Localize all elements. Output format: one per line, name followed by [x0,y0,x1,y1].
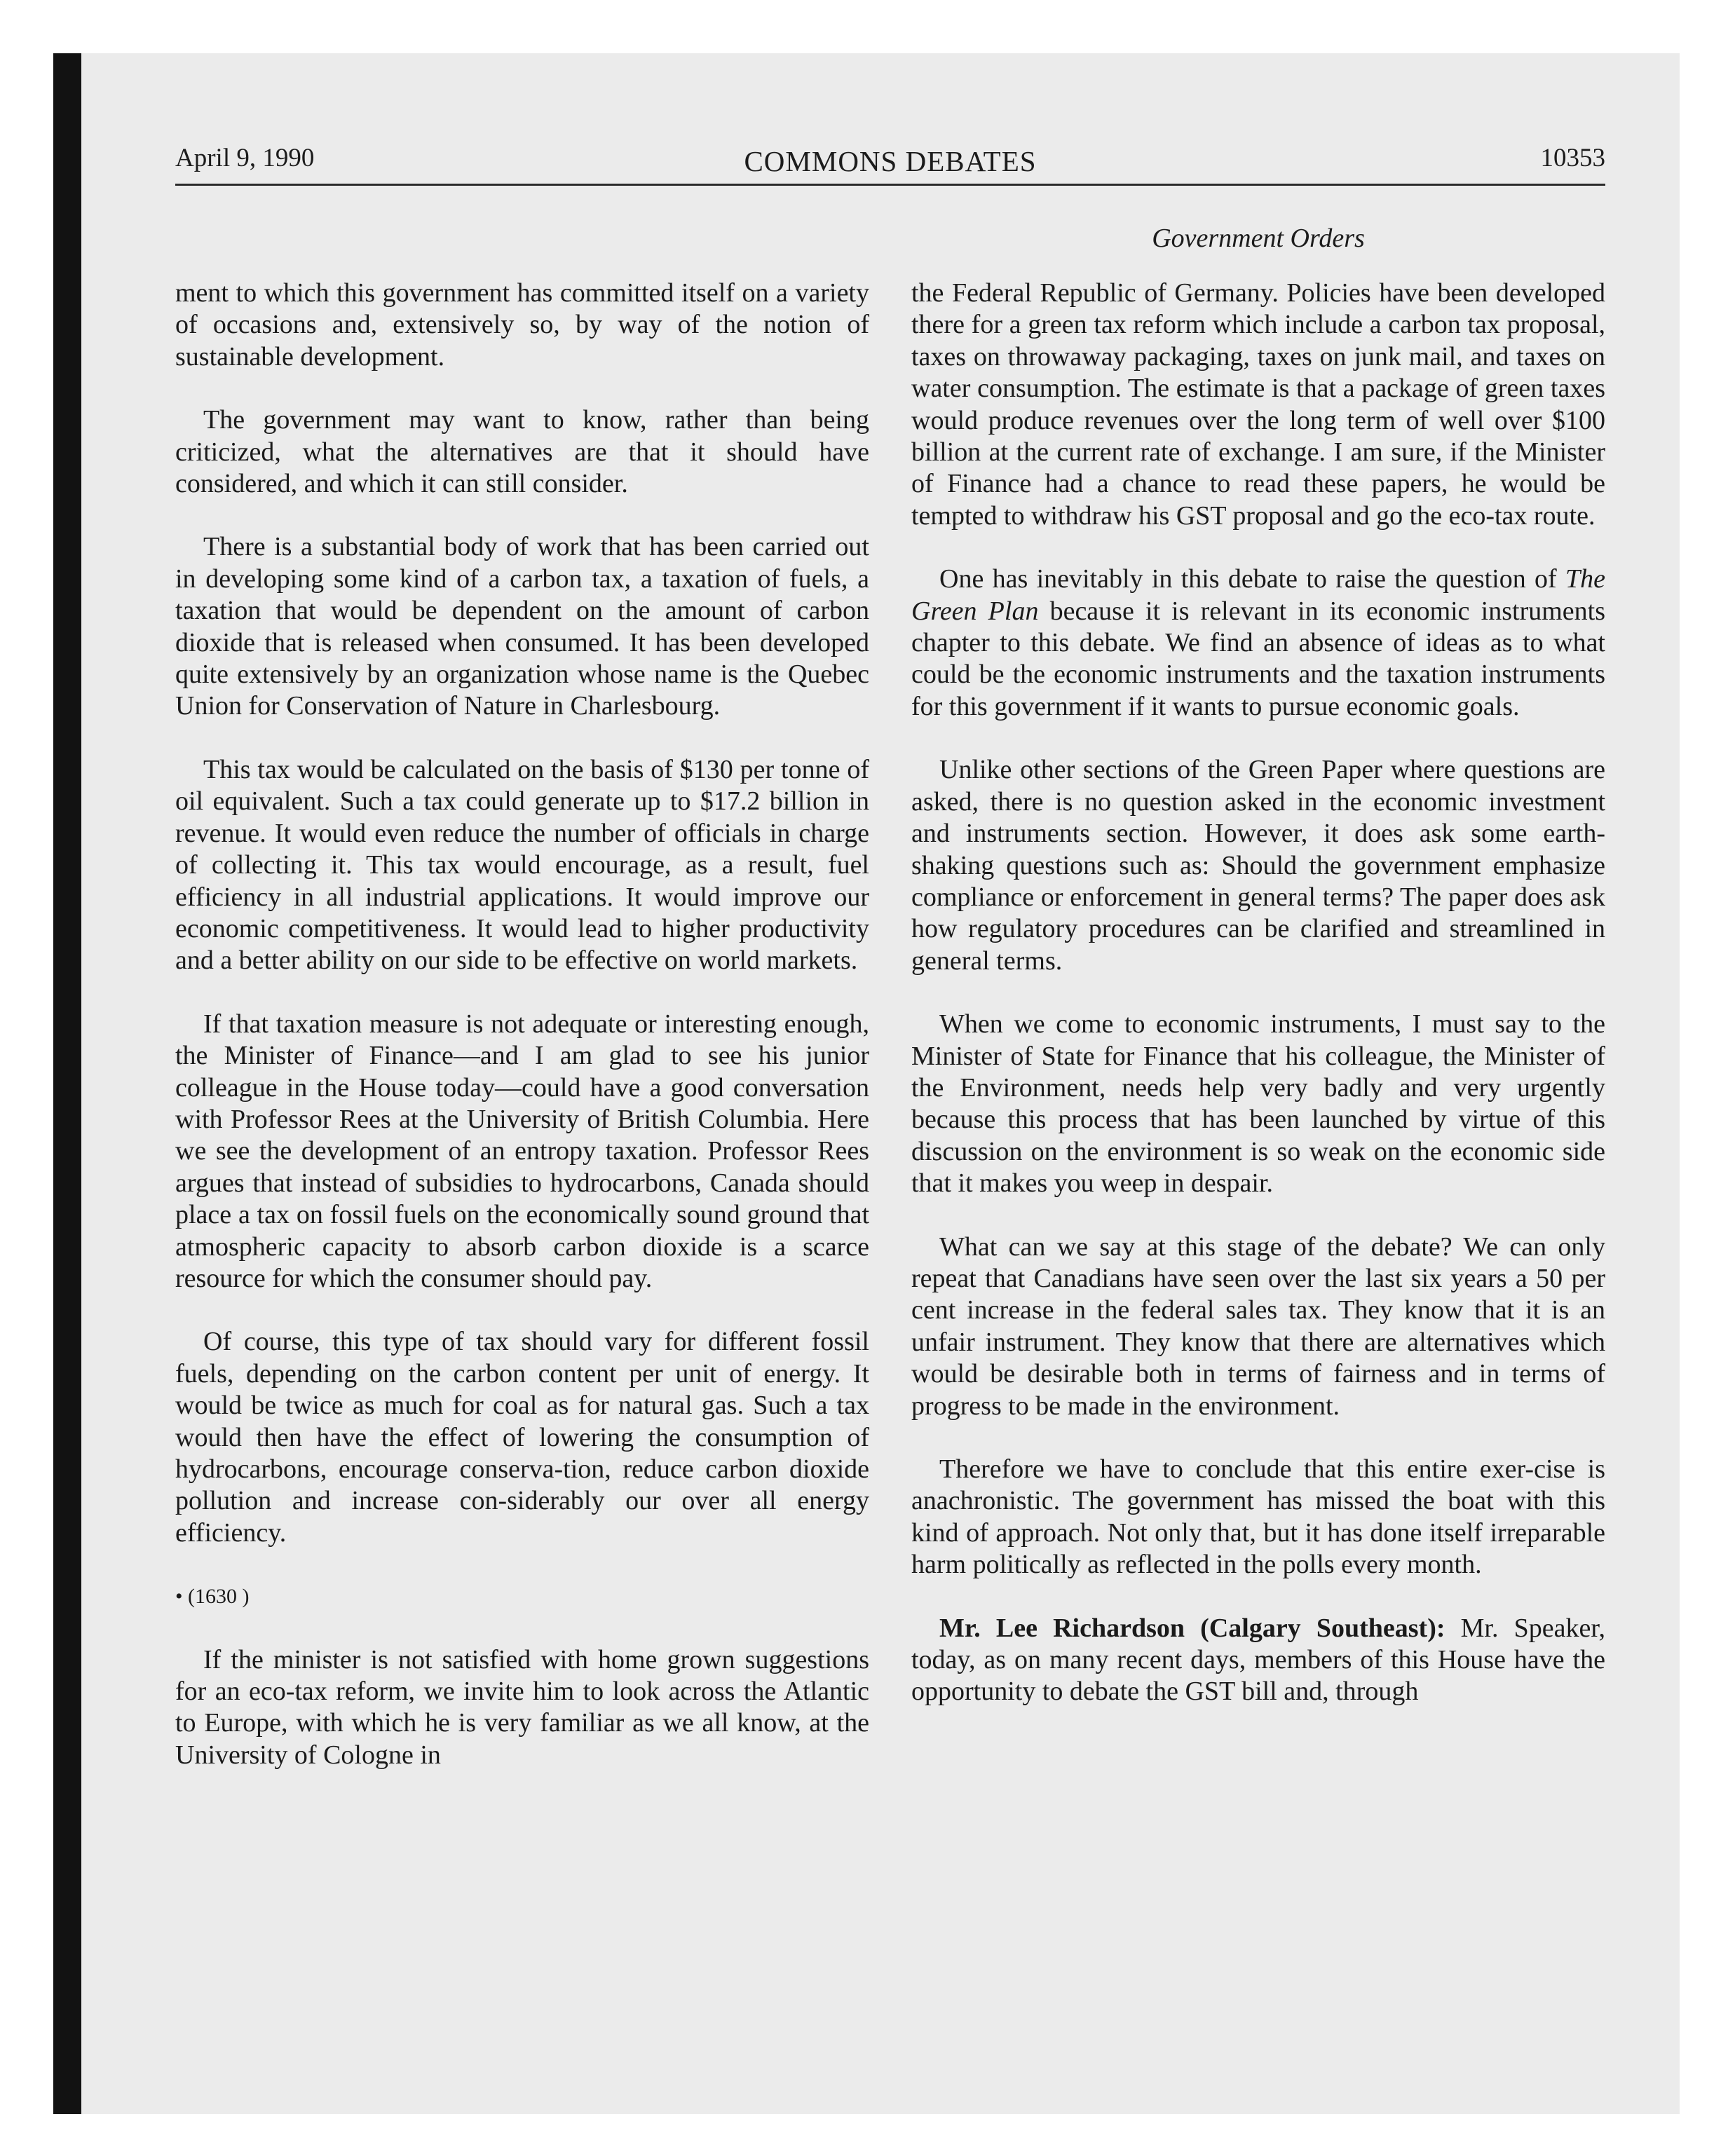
time-marker-text: (1630 ) [188,1585,250,1609]
paragraph: Of course, this type of tax should vary for different fossil fuels, depending on the carbon content per unit of energy. It would be twice as much for coal as for natural gas. Such a tax would then have the effect of lowering the consumption of hydrocarbons, encourage conserva-tion, reduce carbon dioxide pollution and increase con-siderably our over all energy efficiency. [175,1327,869,1548]
header-title: COMMONS DEBATES [744,145,1037,177]
paragraph-text: Mr. Speaker, today, as on many recent days, members of this House have the opportunity to debate the GST bill and, through [911,1613,1605,1707]
section-label: Government Orders [1152,224,1365,253]
italic-title: The Green Plan [911,564,1605,626]
header-rule [175,184,1605,186]
paragraph: ment to which this government has committed itself on a variety of occasions and, extensively so, by way of the notion of sustainable development. [175,278,869,371]
bullet-icon: • [175,1585,183,1609]
paragraph: When we come to economic instruments, I must say to the Minister of State for Finance that his colleague, the Minister of the Environment, needs help very badly and very urgently because this process that has been launched by virtue of this discussion on the environment is so weak on the economic side that it makes you weep in despair. [911,1009,1605,1199]
paragraph: What can we say at this stage of the debate? We can only repeat that Canadians have seen over the last six years a 50 per cent increase in the federal sales tax. They know that it is an unfair instrument. They know that there are alternatives which would be desirable both in terms of fairness and in terms of progress to be made in the environment. [911,1231,1605,1421]
page-header [175,140,1605,182]
paragraph-text: One has inevitably in this debate to raise the question of [939,564,1565,594]
paragraph: Unlike other sections of the Green Paper where questions are asked, there is no question asked in the economic investment and instruments section. However, it does ask some earth-shaking questions such as: Should the government emphasize compliance or enforcement in general terms? The paper does ask how regulatory procedures can be clarified and streamlined in general terms. [911,755,1605,976]
header-date: April 9, 1990 [175,144,315,172]
paragraph: If the minister is not satisfied with home grown suggestions for an eco-tax reform, we invite him to look across the Atlantic to Europe, with which he is very familiar as we all know, at the University of Cologne in [175,1644,869,1770]
paragraph: the Federal Republic of Germany. Policies have been developed there for a green tax reform which include a carbon tax proposal, taxes on throwaway packaging, taxes on junk mail, and taxes on water consumption. The estimate is that a package of green taxes would produce revenues over the long term of well over $100 billion at the current rate of exchange. I am sure, if the Minister of Finance had a chance to read these papers, he would be tempted to withdraw his GST proposal and go the eco-tax route. [911,278,1605,531]
paragraph [911,564,1605,723]
time-marker [175,1581,869,1612]
scan-edge-shadow [53,53,81,2114]
paragraph: Therefore we have to conclude that this entire exer-cise is anachronistic. The government has missed the boat with this kind of approach. Not only that, but it has done itself irreparable harm politically as reflected in the polls every month. [911,1454,1605,1580]
paragraph: The government may want to know, rather than being criticized, what the alternatives are that it should have considered, and which it can still consider. [175,405,869,499]
left-column [175,278,869,1803]
paragraph: This tax would be calculated on the basis of $130 per tonne of oil equivalent. Such a tax could generate up to $17.2 billion in revenue. It would even reduce the number of officials in charge of collecting it. This tax would encourage, as a result, fuel efficiency in all industrial applications. It would improve our economic competitiveness. It would lead to higher productivity and a better ability on our side to be effective on world markets. [175,754,869,976]
header-page-number: 10353 [1540,144,1605,172]
paragraph [911,1613,1605,1708]
paragraph: If that taxation measure is not adequate or interesting enough, the Minister of Finance—and I am glad to see his junior colleague in the House today—could have a good conversation with Professor Rees at the University of British Columbia. Here we see the development of an entropy taxation. Professor Rees argues that instead of subsidies to hydrocarbons, Canada should place a tax on fossil fuels on the economically sound ground that atmospheric capacity to absorb carbon dioxide is a scarce resource for which the consumer should pay. [175,1009,869,1293]
paragraph: There is a substantial body of work that has been carried out in developing some kind of a carbon tax, a taxation of fuels, a taxation that would be dependent on the amount of carbon dioxide that is released when consumed. It has been developed quite extensively by an organization whose name is the Quebec Union for Conservation of Nature in Charlesbourg. [175,532,869,721]
right-column [911,278,1605,1740]
speaker-name: Mr. Lee Richardson (Calgary Southeast): [939,1613,1445,1643]
paragraph-text: because it is relevant in its economic instruments chapter to this debate. We find an absence of ideas as to what could be the economic instruments and the taxation instruments for this government if it wants to pursue economic goals. [911,596,1605,721]
